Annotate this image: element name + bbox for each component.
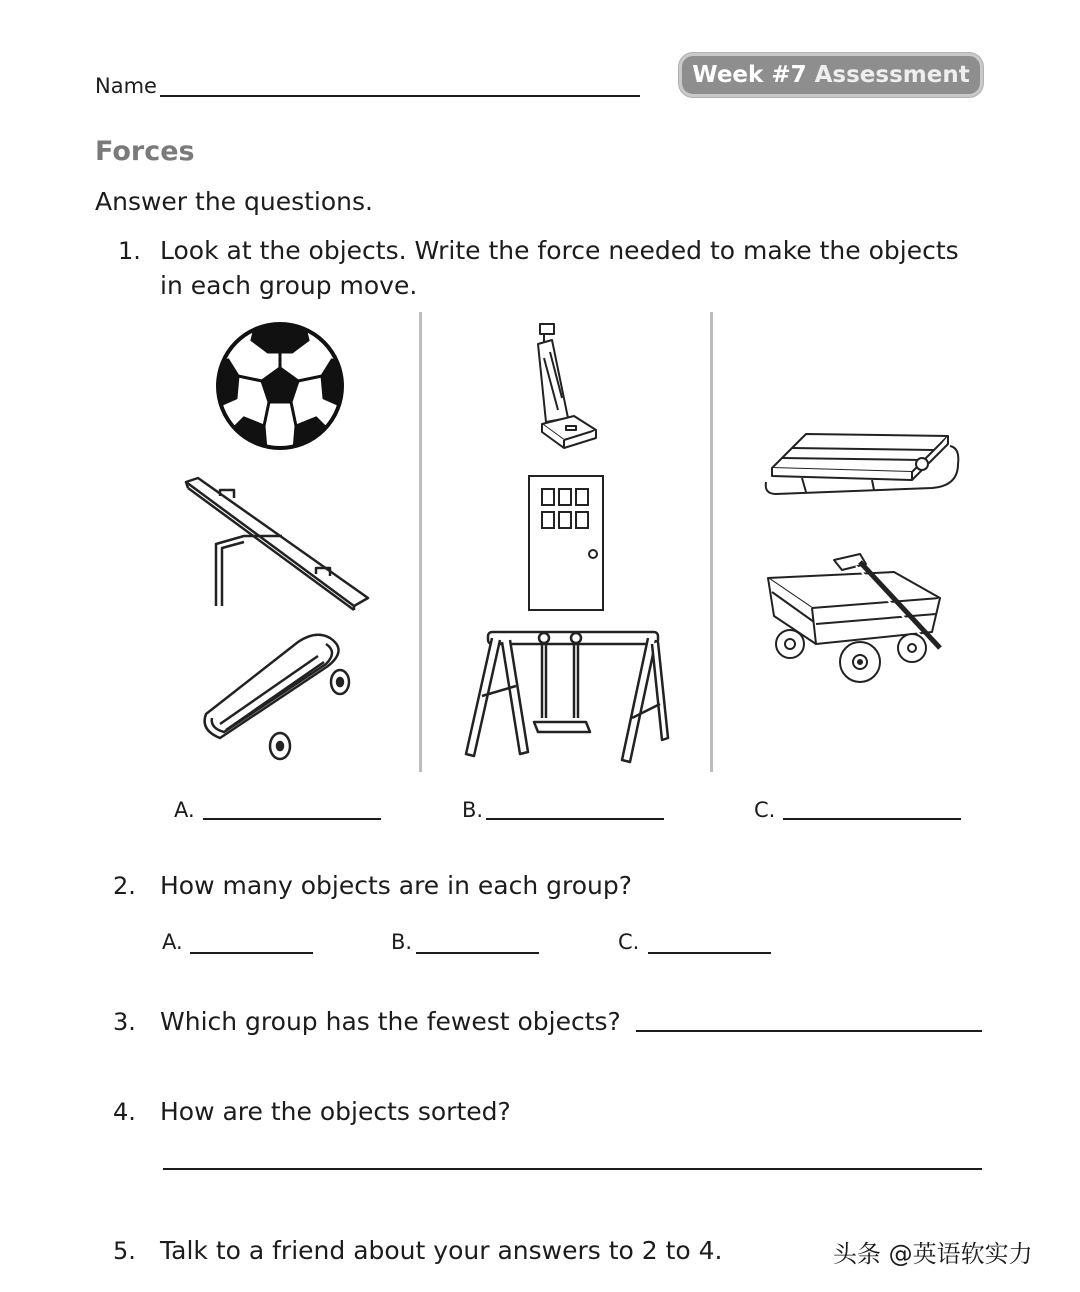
q2-text: How many objects are in each group? xyxy=(160,871,632,900)
soccer-ball-icon xyxy=(212,322,348,450)
vacuum-cleaner-icon xyxy=(528,318,606,458)
q2-answer-c-field[interactable] xyxy=(648,952,771,954)
wagon-icon xyxy=(764,552,946,688)
group-divider xyxy=(710,312,713,772)
door-icon xyxy=(527,474,605,612)
q1-answer-c-label: C. xyxy=(754,798,776,822)
q3-number: 3. xyxy=(113,1008,136,1036)
q1-answer-a-field[interactable] xyxy=(203,818,381,820)
q1-answer-c-field[interactable] xyxy=(783,818,961,820)
q3-text: Which group has the fewest objects? xyxy=(160,1007,621,1036)
q4-text: How are the objects sorted? xyxy=(160,1097,511,1126)
assessment-badge xyxy=(679,53,983,97)
sled-icon xyxy=(762,428,962,502)
seesaw-icon xyxy=(182,474,374,612)
q2-answer-b-field[interactable] xyxy=(416,952,539,954)
q1-answer-a-label: A. xyxy=(174,798,195,822)
q2-answer-b-label: B. xyxy=(391,930,413,954)
q4-number: 4. xyxy=(113,1098,136,1126)
q3-answer-field[interactable] xyxy=(636,1030,982,1032)
q2-number: 2. xyxy=(113,872,136,900)
q2-answer-c-label: C. xyxy=(618,930,640,954)
q4-answer-field[interactable] xyxy=(163,1168,982,1170)
name-field[interactable] xyxy=(160,95,640,97)
watermark: 头条 @英语软实力 xyxy=(833,1240,1033,1268)
q1-answer-b-label: B. xyxy=(462,798,484,822)
name-label: Name xyxy=(95,74,157,98)
q5-text: Talk to a friend about your answers to 2 to 4. xyxy=(160,1236,723,1265)
q5-number: 5. xyxy=(113,1237,136,1265)
q1-text-line2: in each group move. xyxy=(160,271,418,300)
badge-week: Week #7 xyxy=(692,62,807,88)
q1-number: 1. xyxy=(118,237,141,265)
q1-text-line1: Look at the objects. Write the force needed to make the objects xyxy=(160,236,959,265)
q2-answer-a-label: A. xyxy=(162,930,183,954)
badge-text: Assessment xyxy=(814,62,970,88)
swing-set-icon xyxy=(462,628,670,766)
q1-answer-b-field[interactable] xyxy=(486,818,664,820)
instructions: Answer the questions. xyxy=(95,187,373,216)
section-title: Forces xyxy=(95,136,195,167)
skateboard-icon xyxy=(198,630,356,762)
group-divider xyxy=(419,312,422,772)
q2-answer-a-field[interactable] xyxy=(190,952,313,954)
